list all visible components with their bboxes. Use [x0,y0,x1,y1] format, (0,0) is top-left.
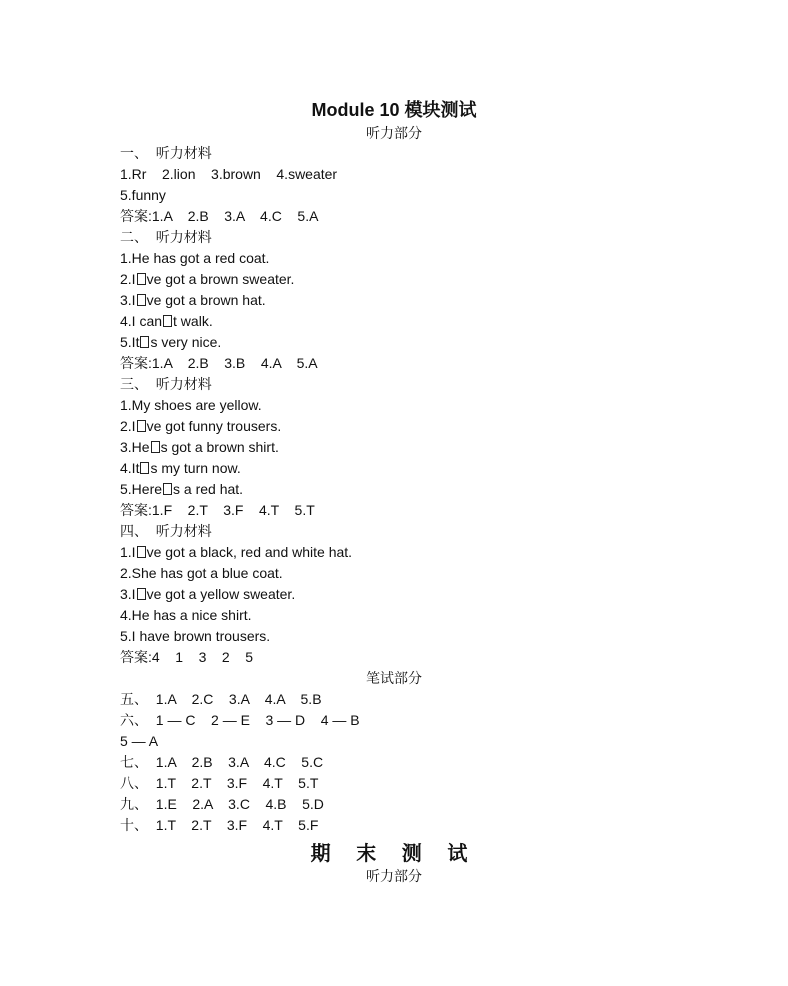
answer-line: 十、 1.T 2.T 3.F 4.T 5.F [120,817,319,833]
answer-line: 答案:1.A 2.B 3.B 4.A 5.A [120,355,318,371]
answer-line: 5.I have brown trousers. [120,628,271,644]
answer-line: 五、 1.A 2.C 3.A 4.A 5.B [120,691,322,707]
answer-line: 4.It s my turn now. [120,460,241,476]
answer-line: 2.I ve got a brown sweater. [120,271,295,287]
answer-line: 答案:4 1 3 2 5 [120,649,254,665]
answer-line: 3.I ve got a yellow sweater. [120,586,296,602]
answer-line: 2.She has got a blue coat. [120,565,283,581]
module-title: Module 10 模块测试 [311,100,477,120]
answer-line: 5.funny [120,187,166,203]
missing-glyph-box [137,588,146,600]
missing-glyph-box [137,546,146,558]
answer-line: 1.He has got a red coat. [120,250,270,266]
answer-line: 5.It s very nice. [120,334,222,350]
answer-line: 3.I ve got a brown hat. [120,292,266,308]
answer-line: 四、 听力材料 [120,523,212,539]
listening-answers [120,143,680,668]
answer-line: 一、 听力材料 [120,145,212,161]
listening-heading: 听力部分 [366,125,422,141]
missing-glyph-box [137,420,146,432]
answer-line: 八、 1.T 2.T 3.F 4.T 5.T [120,775,319,791]
answer-line: 九、 1.E 2.A 3.C 4.B 5.D [120,796,324,812]
answer-line: 三、 听力材料 [120,376,212,392]
missing-glyph-box [140,462,149,474]
answer-line: 1.I ve got a black, red and white hat. [120,544,353,560]
missing-glyph-box [140,336,149,348]
answer-line: 答案:1.A 2.B 3.A 4.C 5.A [120,208,319,224]
answer-line: 2.I ve got funny trousers. [120,418,282,434]
answer-body [120,143,680,836]
answer-line: 六、 1 — C 2 — E 3 — D 4 — B [120,712,360,728]
missing-glyph-box [163,483,172,495]
answer-line: 3.He s got a brown shirt. [120,439,279,455]
answer-line: 5 — A [120,733,159,749]
answer-line: 答案:1.F 2.T 3.F 4.T 5.T [120,502,315,518]
missing-glyph-box [151,441,160,453]
missing-glyph-box [137,273,146,285]
answer-line: 二、 听力材料 [120,229,212,245]
answer-line: 七、 1.A 2.B 3.A 4.C 5.C [120,754,324,770]
answer-line: 4.I can t walk. [120,313,213,329]
final-test-title: 期 末 测 试 [310,843,478,865]
missing-glyph-box [163,315,172,327]
final-listening-heading: 听力部分 [366,868,422,884]
written-heading: 笔试部分 [366,670,422,686]
answer-line: 4.He has a nice shirt. [120,607,252,623]
answer-line: 5.Here s a red hat. [120,481,244,497]
answer-line: 1.Rr 2.lion 3.brown 4.sweater [120,166,338,182]
missing-glyph-box [137,294,146,306]
written-answers [120,689,680,836]
answer-line: 1.My shoes are yellow. [120,397,262,413]
